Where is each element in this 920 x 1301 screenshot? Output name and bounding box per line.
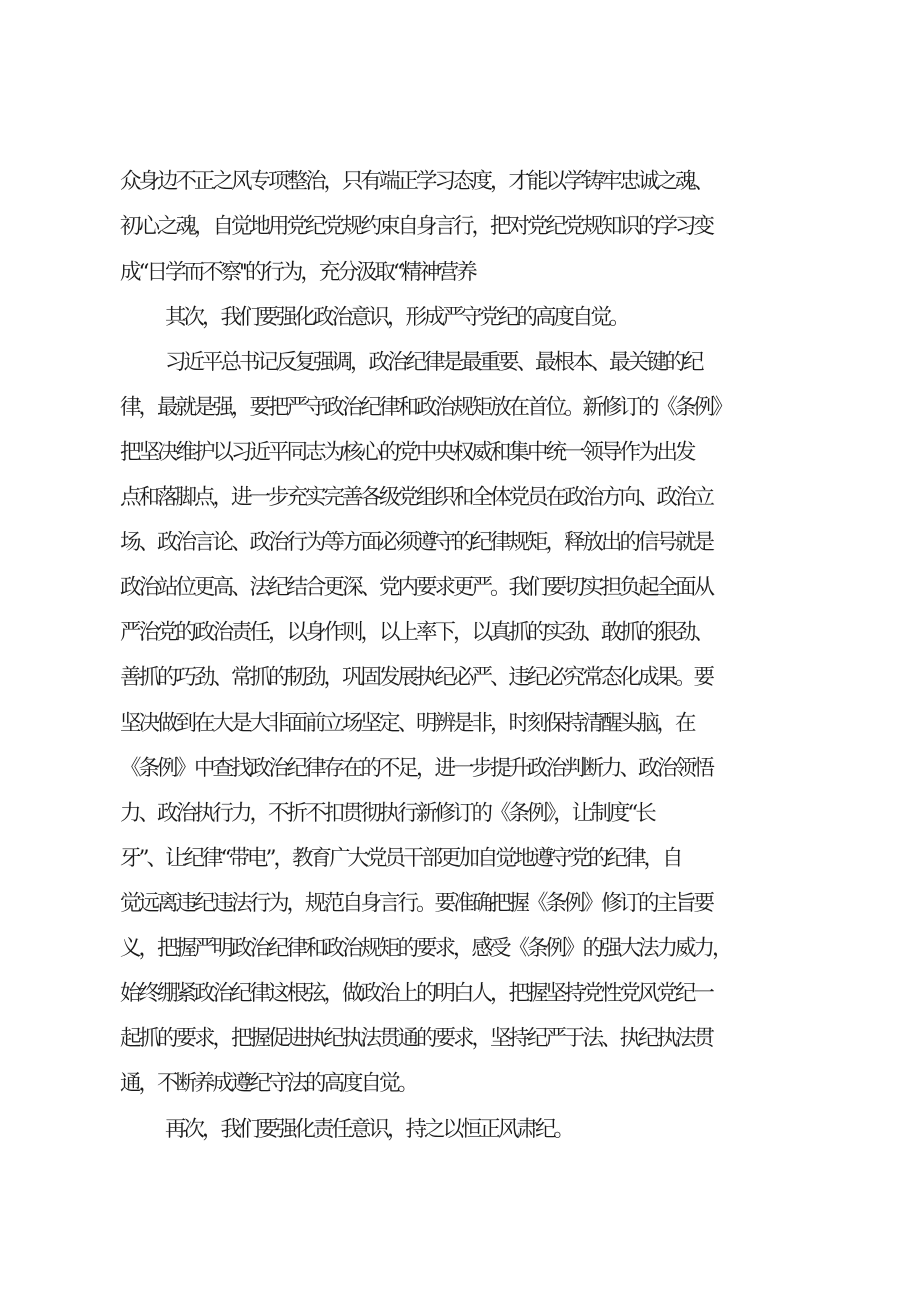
text-line: 初心之魂，自觉地用党纪党规约束自身言行，把对党纪党规知识的学习变 xyxy=(120,214,713,239)
text-line: 严治党的政治责任，以身作则，以上率下，以真抓的实劲、敢抓的狠劲、 xyxy=(120,620,713,645)
text-line: 成“日学而不察''的行为，充分汲取“精神营养 xyxy=(120,260,475,285)
text-line: 《条例》中查找政治纪律存在的不足，进一步提升政治判断力、政治领悟 xyxy=(120,756,713,781)
text-line: 通，不断养成遵纪守法的高度自觉。 xyxy=(120,1071,417,1096)
text-line: 善抓的巧劲、常抓的韧劲，巩固发展执纪必严、违纪必究常态化成果。要 xyxy=(120,665,713,690)
text-line: 律，最就是强，要把严守政治纪律和政治规矩放在首位。新修订的《条例》 xyxy=(120,395,731,420)
paragraph-heading: 其次，我们要强化政治意识，形成严守党纪的高度自觉。 xyxy=(165,305,628,330)
text-line: 政治站位更高、法纪结合更深、党内要求更严。我们要切实担负起全面从 xyxy=(120,575,713,600)
text-line: 习近平总书记反复强调，政治纪律是最重要、最根本、最关键的纪 xyxy=(165,350,702,375)
text-line: 义，把握严明政治纪律和政治规矩的要求，感受《条例》的强大法力威力， xyxy=(120,936,731,961)
text-line: 觉远离违纪违法行为，规范自身言行。要准确把握《条例》修订的主旨要 xyxy=(120,891,713,916)
text-line: 力、政治执行力，不折不扣贯彻执行新修订的《条例》，让制度“长 xyxy=(120,801,654,826)
text-line: 始终绷紧政治纪律这根弦，做政治上的明白人，把握坚持党性党风党纪一 xyxy=(120,981,713,1006)
text-line: 起抓的要求，把握促进执纪执法贯通的要求，坚持纪严于法、执纪执法贯 xyxy=(120,1026,713,1051)
text-line: 坚决做到在大是大非面前立场坚定、明辨是非，时刻保持清醒头脑，在 xyxy=(120,711,694,736)
text-line: 牙”、让纪律“带电”，教育广大党员干部更加自觉地遵守党的纪律，自 xyxy=(120,846,681,871)
text-line: 点和落脚点，进一步充实完善各级党组织和全体党员在政治方向、政治立 xyxy=(120,485,713,510)
text-line: 把坚决维护以习近平同志为核心的党中央权威和集中统一领导作为出发 xyxy=(120,440,694,465)
paragraph-heading: 再次，我们要强化责任意识，持之以恒正风肃纪。 xyxy=(165,1117,573,1142)
text-line: 众身边不正之风专项整治，只有端正学习态度，才能以学铸牢忠诚之魂、 xyxy=(120,169,713,194)
text-line: 场、政治言论、政治行为等方面必须遵守的纪律规矩，释放出的信号就是 xyxy=(120,530,713,555)
